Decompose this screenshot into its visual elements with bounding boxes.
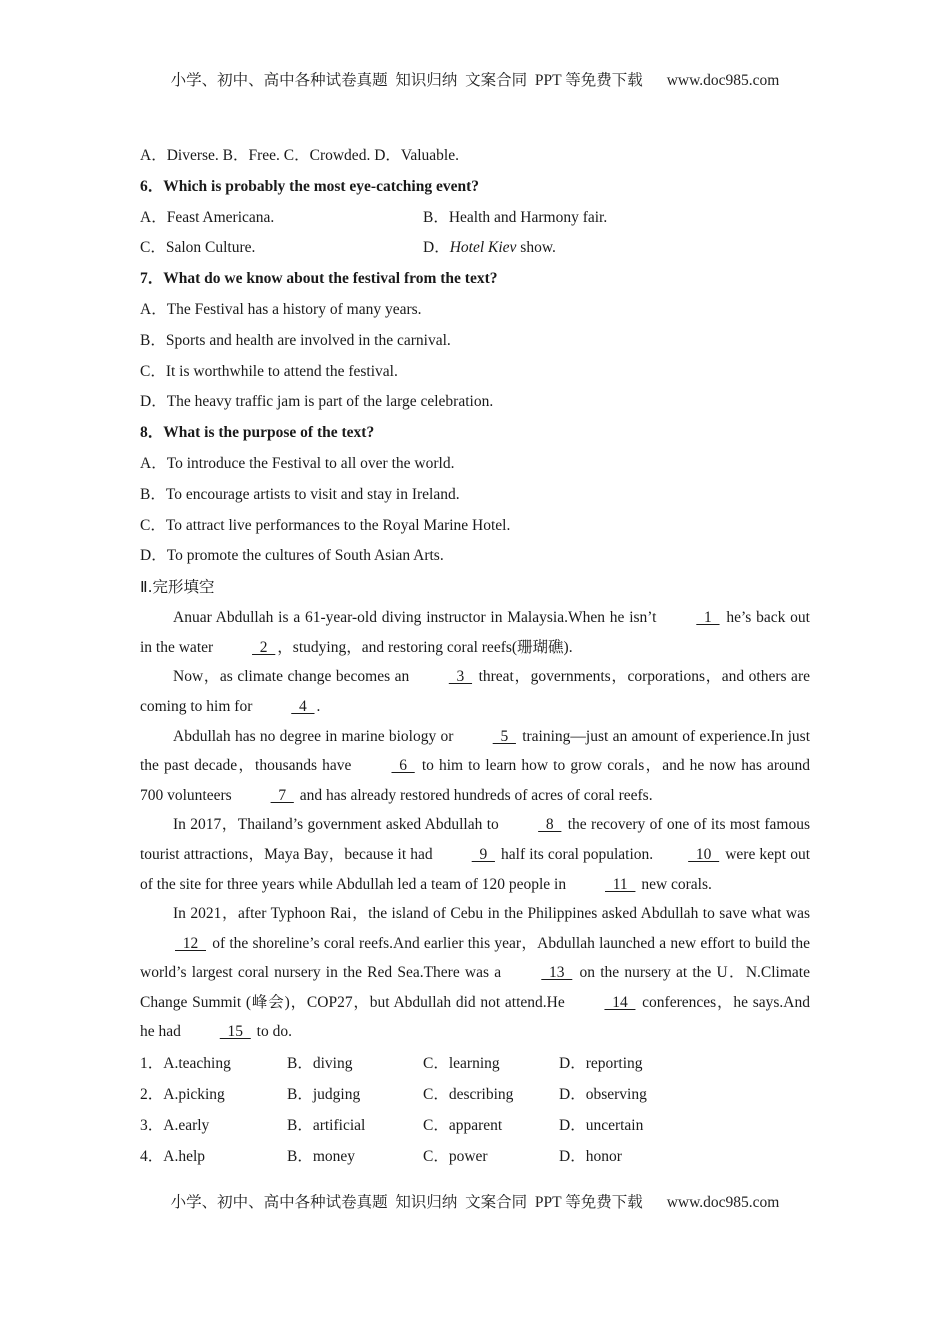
footer-text: 小学、初中、高中各种试卷真题 知识归纳 文案合同 PPT 等免费下载 (170, 1194, 643, 1211)
question-6-options-row-2 (140, 233, 810, 264)
choice-2-c: C．describing (423, 1086, 514, 1104)
question-6-stem: 6．Which is probably the most eye-catching event? (140, 177, 479, 195)
choice-3-d: D．uncertain (559, 1117, 644, 1135)
choice-2-b: B．judging (287, 1086, 361, 1104)
cloze-paragraph: In 2021，after Typhoon Rai，the island of Cebu in the Philippines asked Abdullah to save what was 12 of the shoreline’s coral reefs.And earlier this year，Abdullah launched a new effort to build the world’s largest coral nursery in the Red Sea.There was a 13 on the nursery at the U．N.Climate Change Summit (峰会)，COP27，but Abdullah did not attend.He 14 conferences，he says.And he had 15 to do. (140, 899, 810, 1047)
choice-3-a: 3．A.early (140, 1117, 210, 1135)
document-body (140, 141, 810, 1172)
choice-2-a: 2．A.picking (140, 1086, 225, 1104)
cloze-blank-13: 13 (541, 964, 573, 982)
q8-option-d: D．To promote the cultures of South Asian Arts. (140, 547, 444, 565)
q7-option-c: C．It is worthwhile to attend the festival. (140, 362, 398, 380)
choice-3-c: C．apparent (423, 1117, 503, 1135)
cloze-blank-8: 8 (538, 816, 562, 834)
cloze-paragraph: Abdullah has no degree in marine biology or 5 training—just an amount of experience.In just the past decade，thousands have 6 to him to learn how to grow corals，and he now has around 700 volunteers 7 and has already restored hundreds of acres of coral reefs. (140, 722, 810, 811)
cloze-blank-3: 3 (448, 668, 473, 686)
q6-option-a: A．Feast Americana. (140, 208, 275, 226)
page-footer (0, 1190, 950, 1212)
choice-4-a: 4．A.help (140, 1148, 206, 1166)
q8-option-c: C．To attract live performances to the Royal Marine Hotel. (140, 516, 511, 534)
cloze-blank-2: 2 (252, 638, 276, 656)
cloze-paragraph: Anuar Abdullah is a 61-year-old diving instructor in Malaysia.When he isn’t 1 he’s back out in the water 2 ，studying，and restoring coral reefs(珊瑚礁). (140, 603, 810, 662)
cloze-blank-1: 1 (696, 609, 720, 627)
cloze-blank-4: 4 (291, 697, 315, 715)
choice-row-4 (140, 1141, 810, 1172)
page-header (0, 68, 950, 90)
q6-option-d-suffix: show. (516, 239, 556, 257)
q7-option-a: A．The Festival has a history of many years. (140, 300, 422, 318)
choice-2-d: D．observing (559, 1086, 647, 1104)
choice-4-c: C．power (423, 1148, 488, 1166)
cloze-paragraph: In 2017，Thailand’s government asked Abdullah to 8 the recovery of one of its most famous tourist attractions，Maya Bay，because it had 9 half its coral population. 10 were kept out of the site for three years while Abdullah led a team of 120 people in 11 new corals. (140, 810, 810, 899)
header-site-link[interactable]: www.doc985.com (666, 72, 780, 89)
cloze-blank-10: 10 (688, 845, 720, 863)
footer-site-link[interactable]: www.doc985.com (666, 1194, 780, 1211)
section-2-title: Ⅱ.完形填空 (140, 578, 215, 597)
choice-row-3 (140, 1110, 810, 1141)
q6-option-d-prefix: D． (423, 239, 450, 257)
q6-option-d (423, 233, 556, 264)
choice-4-d: D．honor (559, 1148, 622, 1166)
choice-1-d: D．reporting (559, 1055, 643, 1073)
cloze-passage (140, 603, 810, 1047)
cloze-paragraph: Now，as climate change becomes an 3 threat，governments，corporations，and others are coming to him for 4 . (140, 662, 810, 721)
choice-row-2 (140, 1079, 810, 1110)
q8-option-b: B．To encourage artists to visit and stay in Ireland. (140, 485, 460, 503)
cloze-blank-9: 9 (471, 845, 495, 863)
q6-option-d-title: Hotel Kiev (449, 239, 517, 257)
choice-1-b: B．diving (287, 1055, 353, 1073)
q5-options: A．Diverse. B．Free. C．Crowded. D．Valuable. (140, 147, 459, 164)
choice-row-1 (140, 1048, 810, 1079)
q6-option-c: C．Salon Culture. (140, 239, 256, 257)
cloze-blank-14: 14 (604, 993, 636, 1011)
cloze-blank-7: 7 (270, 786, 294, 804)
cloze-choices (140, 1048, 810, 1172)
header-text: 小学、初中、高中各种试卷真题 知识归纳 文案合同 PPT 等免费下载 (170, 72, 643, 89)
cloze-blank-6: 6 (391, 757, 415, 775)
choice-1-c: C．learning (423, 1055, 500, 1073)
cloze-blank-12: 12 (175, 934, 206, 952)
cloze-blank-15: 15 (219, 1023, 251, 1041)
question-6-options-row-1 (140, 203, 810, 234)
cloze-blank-5: 5 (492, 727, 516, 745)
q8-option-a: A．To introduce the Festival to all over the world. (140, 454, 455, 472)
cloze-blank-11: 11 (605, 875, 636, 893)
q6-option-b: B．Health and Harmony fair. (423, 208, 608, 226)
choice-4-b: B．money (287, 1148, 356, 1166)
question-8-stem: 8．What is the purpose of the text? (140, 424, 375, 442)
q7-option-d: D．The heavy traffic jam is part of the large celebration. (140, 393, 494, 411)
choice-3-b: B．artificial (287, 1117, 366, 1135)
question-7-stem: 7．What do we know about the festival from the text? (140, 270, 498, 288)
q7-option-b: B．Sports and health are involved in the carnival. (140, 331, 451, 349)
choice-1-a: 1．A.teaching (140, 1055, 231, 1073)
